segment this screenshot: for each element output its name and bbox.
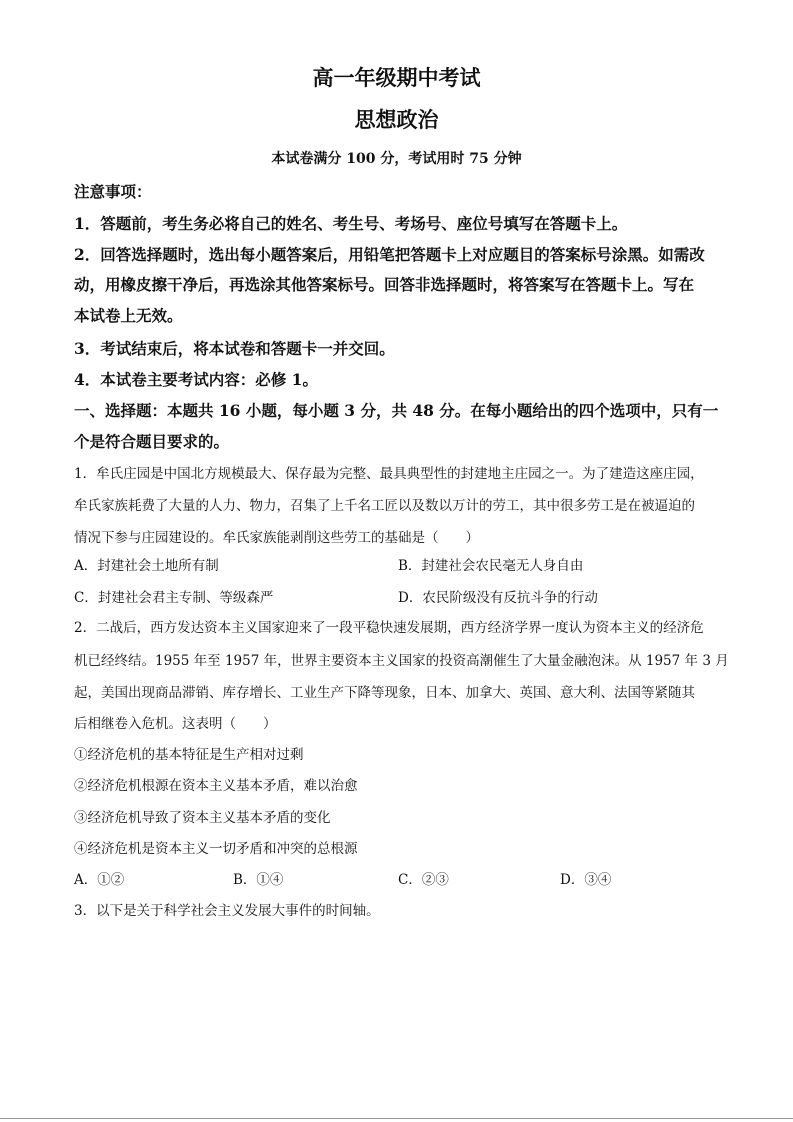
q1-stem: 1．牟氏庄园是中国北方规模最大、保存最为完整、最具典型性的封建地主庄园之一。为了建造这座庄园， <box>74 466 704 482</box>
q2-statement: ③经济危机导致了资本主义基本矛盾的变化 <box>74 810 331 826</box>
q1-option-c: C．封建社会君主专制、等级森严 <box>74 590 274 606</box>
q1-stem: 情况下参与庄园建设的。牟氏家族能剥削这些劳工的基础是（ ） <box>74 530 479 546</box>
notice-item: 2．回答选择题时，选出每小题答案后，用铅笔把答题卡上对应题目的答案标号涂黑。如需改 <box>74 245 705 264</box>
q2-option-a: A．①② <box>74 872 125 888</box>
q2-statement: ④经济危机是资本主义一切矛盾和冲突的总根源 <box>74 841 358 857</box>
q1-option-d: D．农民阶级没有反抗斗争的行动 <box>398 590 598 606</box>
notice-item: 动，用橡皮擦干净后，再选涂其他答案标号。回答非选择题时，将答案写在答题卡上。写在 <box>74 275 695 294</box>
q2-stem: 起，美国出现商品滞销、库存增长、工业生产下降等现象，日本、加拿大、英国、意大利、法国等紧随其 <box>74 685 695 701</box>
notice-item: 1．答题前，考生务必将自己的姓名、考生号、考场号、座位号填写在答题卡上。 <box>74 214 628 233</box>
q2-statement: ②经济危机根源在资本主义基本矛盾，难以治愈 <box>74 778 358 794</box>
notice-item: 本试卷上无效。 <box>74 306 183 325</box>
q1-option-b: B．封建社会农民毫无人身自由 <box>398 558 584 574</box>
q2-option-b: B．①④ <box>233 872 284 888</box>
exam-meta: 本试卷满分 100 分，考试用时 75 分钟 <box>271 151 522 167</box>
q2-stem: 机已经终结。1955 年至 1957 年，世界主要资本主义国家的投资高潮催生了大量金融泡沫。从 1957 年 3 月 <box>74 653 729 669</box>
notice-heading: 注意事项： <box>74 182 152 201</box>
page-bottom-rule <box>0 1118 793 1119</box>
subject-title: 思想政治 <box>354 107 439 132</box>
q2-option-d: D．③④ <box>560 872 612 888</box>
exam-title: 高一年级期中考试 <box>312 65 481 90</box>
q1-option-a: A．封建社会土地所有制 <box>74 558 219 574</box>
section-heading-cont: 个是符合题目要求的。 <box>74 432 230 451</box>
notice-item: 3．考试结束后，将本试卷和答题卡一并交回。 <box>74 339 395 358</box>
q2-stem: 后相继卷入危机。这表明（ ） <box>74 716 277 732</box>
section-heading: 一、选择题：本题共 16 小题，每小题 3 分，共 48 分。在每小题给出的四个选项中，只有一 <box>74 401 719 420</box>
q2-statement: ①经济危机的基本特征是生产相对过剩 <box>74 747 304 763</box>
q2-option-c: C．②③ <box>398 872 449 888</box>
notice-item: 4．本试卷主要考试内容：必修 1。 <box>74 370 318 389</box>
q3-stem: 3．以下是关于科学社会主义发展大事件的时间轴。 <box>74 903 380 919</box>
q2-stem: 2．二战后，西方发达资本主义国家迎来了一段平稳快速发展期，西方经济学界一度认为资本主义的经济危 <box>74 620 704 636</box>
q1-stem: 牟氏家族耗费了大量的人力、物力，召集了上千名工匠以及数以万计的劳工，其中很多劳工是在被逼迫的 <box>74 498 695 514</box>
